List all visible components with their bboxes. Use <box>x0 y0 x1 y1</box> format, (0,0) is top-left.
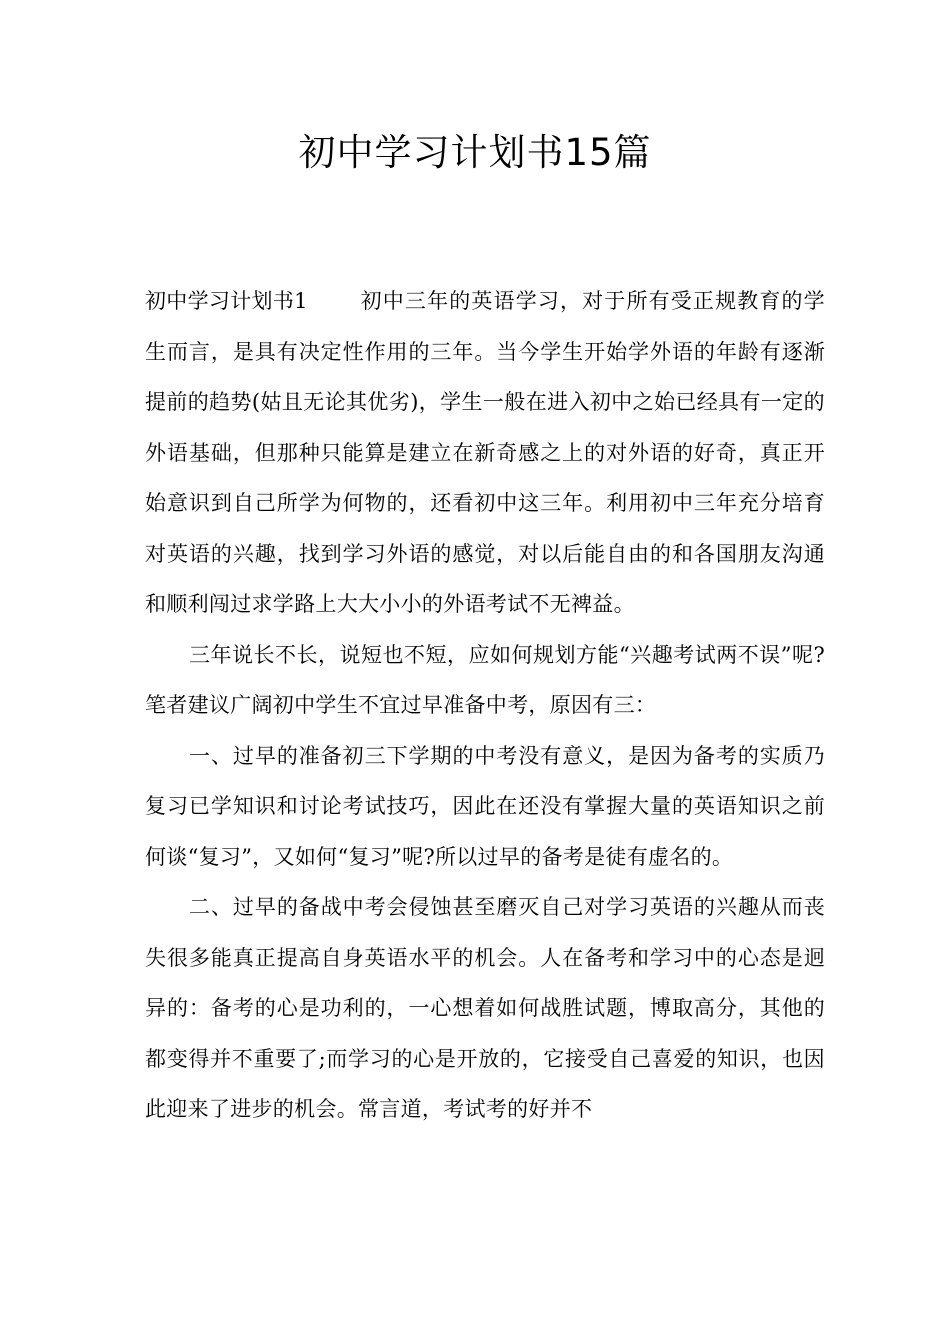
paragraph-3: 一、过早的准备初三下学期的中考没有意义，是因为备考的实质乃复习已学知识和讨论考试技巧，因此在还没有掌握大量的英语知识之前何谈“复习”，又如何“复习”呢?所以过早的备考是徒有虚名的。 <box>145 743 825 869</box>
section-label: 初中学习计划书1 <box>145 289 308 313</box>
paragraph-2: 三年说长不长，说短也不短，应如何规划方能“兴趣考试两不误”呢?笔者建议广阔初中学生不宜过早准备中考，原因有三： <box>145 642 825 717</box>
paragraph-1 <box>145 276 825 630</box>
document-body <box>145 276 825 1135</box>
paragraph-4: 二、过早的备战中考会侵蚀甚至磨灭自己对学习英语的兴趣从而丧失很多能真正提高自身英语水平的机会。人在备考和学习中的心态是迥异的：备考的心是功利的，一心想着如何战胜试题，博取高分，其他的都变得并不重要了;而学习的心是开放的，它接受自己喜爱的知识，也因此迎来了进步的机会。常言道，考试考的好并不 <box>145 895 825 1121</box>
paragraph-1-text: 初中三年的英语学习，对于所有受正规教育的学生而言，是具有决定性作用的三年。当今学生开始学外语的年龄有逐渐提前的趋势(姑且无论其优劣)，学生一般在进入初中之始已经具有一定的外语基础，但那种只能算是建立在新奇感之上的对外语的好奇，真正开始意识到自己所学为何物的，还看初中这三年。利用初中三年充分培育对英语的兴趣，找到学习外语的感觉，对以后能自由的和各国朋友沟通和顺利闯过求学路上大大小小的外语考试不无裨益。 <box>145 289 825 616</box>
document-title: 初中学习计划书15篇 <box>298 131 652 174</box>
